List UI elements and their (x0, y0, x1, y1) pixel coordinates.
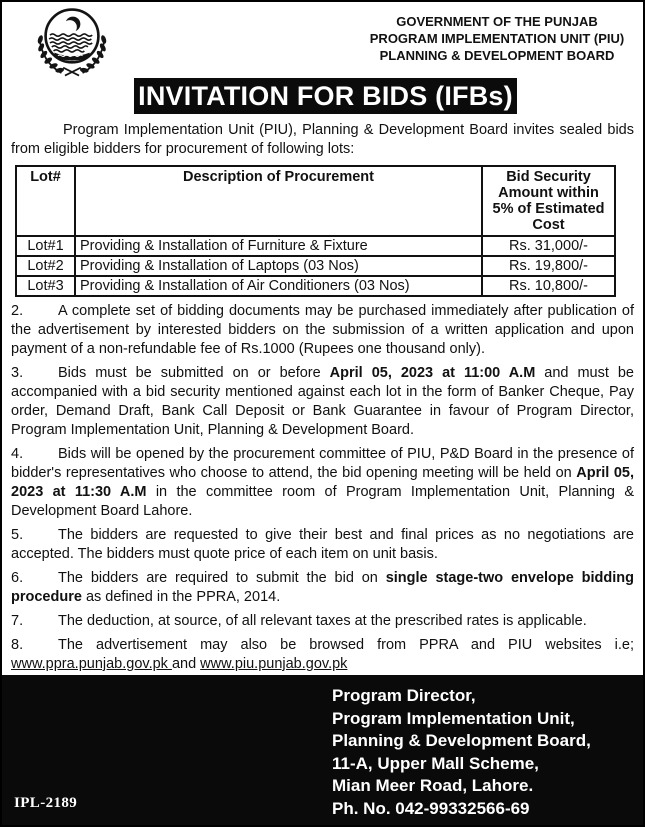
bid-opening-text: April 05, 2023 at 11:30 A.M (11, 465, 634, 500)
col-header-bid-security: Bid Security Amount within 5% of Estimated Cost (482, 166, 615, 236)
paragraph-text: A complete set of bidding documents may be purchased immediately after publication of the advertisement by interested bidders on the submission of a written application and upon payment of a non-refundable fee of Rs.1000 (Rupees one thousand only). (11, 303, 634, 357)
table-row (16, 256, 615, 276)
lot-description: Providing & Installation of Air Conditioners (03 Nos) (75, 276, 482, 296)
paragraph-number: 6. (11, 570, 24, 586)
paragraph-text: The advertisement may also be browsed from PPRA and PIU websites i.e; (58, 637, 634, 653)
org-name-block (357, 6, 637, 64)
punjab-crest-icon (28, 6, 116, 80)
lot-description: Providing & Installation of Furniture & Fixture (75, 236, 482, 256)
notice-title: INVITATION FOR BIDS (IFBs) (138, 81, 513, 111)
bidding-procedure-text: single stage-two envelope bidding procedure (11, 570, 634, 605)
paragraph-text: and (171, 656, 201, 672)
contact-line-5: Mian Meer Road, Lahore. (332, 776, 534, 795)
piu-website-url: www.piu.punjab.gov.pk (200, 656, 348, 672)
lot-bid-security: Rs. 10,800/- (482, 276, 615, 296)
contact-line-2: Program Implementation Unit, (332, 708, 575, 728)
paragraph-number: 5. (11, 527, 24, 543)
table-row (16, 276, 615, 296)
paragraph-2 (11, 302, 634, 359)
org-line-2: PROGRAM IMPLEMENTATION UNIT (PIU) (369, 31, 625, 46)
contact-address-block (332, 685, 591, 820)
col-header-lot: Lot# (16, 166, 75, 236)
punjab-government-logo-icon (28, 6, 116, 80)
notice-title-banner (134, 78, 517, 114)
lot-bid-security: Rs. 19,800/- (482, 256, 615, 276)
paragraph-number: 3. (11, 365, 24, 381)
paragraph-text: The bidders are requested to give their best and final prices as no negotiations are accepted. The bidders must quote price of each item on unit basis. (11, 527, 634, 562)
paragraph-text: The bidders are required to submit the bid on (58, 570, 386, 586)
paragraph-8 (11, 636, 634, 674)
contact-line-3: Planning & Development Board, (332, 731, 591, 750)
paragraph-6 (11, 569, 634, 607)
table-header-row (16, 166, 615, 236)
bid-deadline-text: April 05, 2023 at 11:00 A.M (329, 365, 536, 381)
lots-table (15, 165, 616, 297)
lot-bid-security: Rs. 31,000/- (482, 236, 615, 256)
paragraph-5 (11, 526, 634, 564)
paragraph-7 (11, 612, 634, 631)
col-header-description: Description of Procurement (75, 166, 482, 236)
notice-header (2, 2, 643, 68)
org-line-3: PLANNING & DEVELOPMENT BOARD (379, 48, 615, 63)
paragraph-text: The deduction, at source, of all relevant taxes at the prescribed rates is applicable. (58, 613, 587, 629)
paragraph-text: in the committee room of Program Implementation Unit, Planning & Development Board Lahore. (11, 484, 634, 519)
paragraph-text: Bids must be submitted on or before (58, 365, 330, 381)
lot-number: Lot#1 (16, 236, 75, 256)
paragraph-number: 2. (11, 303, 24, 319)
contact-line-1: Program Director, (332, 686, 476, 705)
ppra-website-url: www.ppra.punjab.gov.pk (11, 656, 172, 672)
paragraph-text: as defined in the PPRA, 2014. (81, 589, 281, 605)
paragraph-number: 4. (11, 446, 24, 462)
contact-line-4: 11-A, Upper Mall Scheme, (332, 753, 539, 773)
intro-paragraph: Program Implementation Unit (PIU), Planning & Development Board invites sealed bids from eligible bidders for procurement of following lots: (11, 122, 634, 157)
lot-description: Providing & Installation of Laptops (03 Nos) (75, 256, 482, 276)
lot-number: Lot#2 (16, 256, 75, 276)
lot-number: Lot#3 (16, 276, 75, 296)
paragraph-text: and must be accompanied with a bid security mentioned against each lot in the form of Banker Cheque, Pay order, Demand Draft, Bank Call Deposit or Bank Guarantee in favour of Program Director, Program Implementation Unit, Planning & Development Board. (11, 365, 634, 438)
paragraph-3 (11, 364, 634, 440)
footer-contact-box (2, 675, 643, 825)
table-row (16, 236, 615, 256)
advertisement-ref-number: IPL-2189 (14, 795, 78, 811)
paragraph-number: 7. (11, 613, 24, 629)
paragraph-text: Bids will be opened by the procurement committee of PIU, P&D Board in the presence of bidder's representatives who choose to attend, the bid opening meeting will be held on (11, 446, 634, 481)
paragraph-4 (11, 445, 634, 521)
org-line-1: GOVERNMENT OF THE PUNJAB (396, 14, 598, 29)
paragraph-number: 8. (11, 637, 24, 653)
contact-phone: Ph. No. 042-99332566-69 (332, 798, 530, 818)
